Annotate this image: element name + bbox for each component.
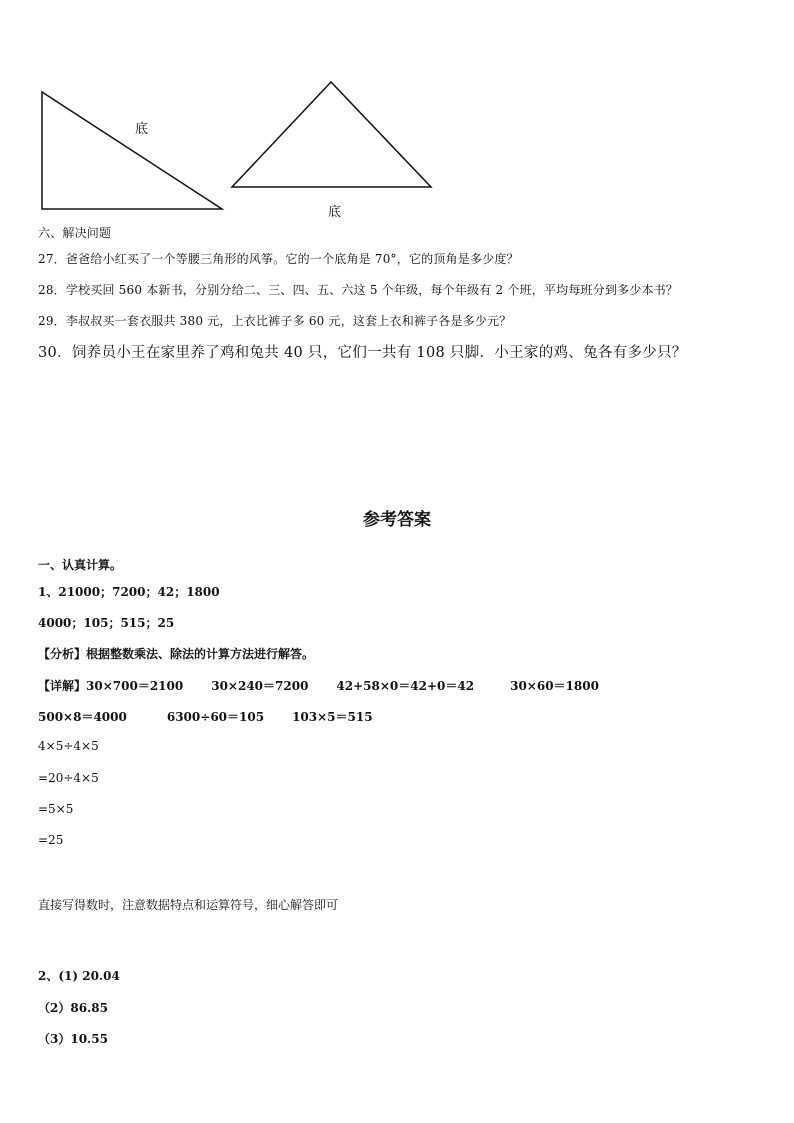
detail-expr: 30×60＝1800	[510, 679, 599, 693]
step-line: =5×5	[38, 802, 74, 816]
question-28: 28．学校买回 560 本新书，分别分给二、三、四、五、六这 5 个年级，每个年级有 2 个班，平均每班分到多少本书？	[38, 283, 679, 297]
detail-expr: 42+58×0＝42+0＝42	[336, 679, 475, 693]
step-line: =25	[38, 833, 64, 847]
q2-answer-line3: （3）10.55	[38, 1032, 108, 1046]
triangle-figures	[0, 0, 794, 230]
q1-answer-line2: 4000；105；515；25	[38, 616, 175, 630]
detail-expr: 103×5＝515	[292, 710, 373, 724]
detail-row-1	[38, 677, 599, 694]
left-triangle-base-label: 底	[135, 122, 149, 137]
q2-answer-line2: （2）86.85	[38, 1001, 108, 1015]
detail-prefix: 【详解】	[38, 679, 87, 693]
question-29: 29．李叔叔买一套衣服共 380 元，上衣比裤子多 60 元，这套上衣和裤子各是多少元？	[38, 314, 512, 328]
detail-expr: 500×8＝4000	[38, 710, 127, 724]
question-27: 27．爸爸给小红买了一个等腰三角形的风筝。它的一个底角是 70°，它的顶角是多少度？	[38, 252, 519, 266]
isosceles-triangle-shape	[232, 82, 431, 187]
part1-heading: 一、认真计算。	[38, 558, 123, 572]
step-line: =20÷4×5	[38, 771, 99, 785]
section6-heading: 六、解决问题	[38, 226, 112, 240]
detail-row-2	[38, 708, 373, 725]
answers-title: 参考答案	[363, 510, 431, 530]
right-triangle-shape	[42, 92, 222, 209]
note-line: 直接写得数时，注意数据特点和运算符号，细心解答即可	[38, 898, 339, 912]
detail-expr: 30×700＝2100	[86, 679, 184, 693]
detail-expr: 6300÷60＝105	[166, 710, 265, 724]
step-line: 4×5÷4×5	[38, 739, 99, 753]
question-30: 30．饲养员小王在家里养了鸡和兔共 40 只，它们一共有 108 只脚．小王家的鸡、兔各有多少只？	[38, 345, 687, 361]
right-triangle-base-label: 底	[328, 205, 342, 220]
q1-answer-line1: 1、21000；7200；42；1800	[38, 585, 220, 599]
detail-expr: 30×240＝7200	[211, 679, 309, 693]
q2-answer-line1: 2、(1) 20.04	[38, 969, 120, 983]
analysis-line: 【分析】根据整数乘法、除法的计算方法进行解答。	[38, 647, 315, 661]
